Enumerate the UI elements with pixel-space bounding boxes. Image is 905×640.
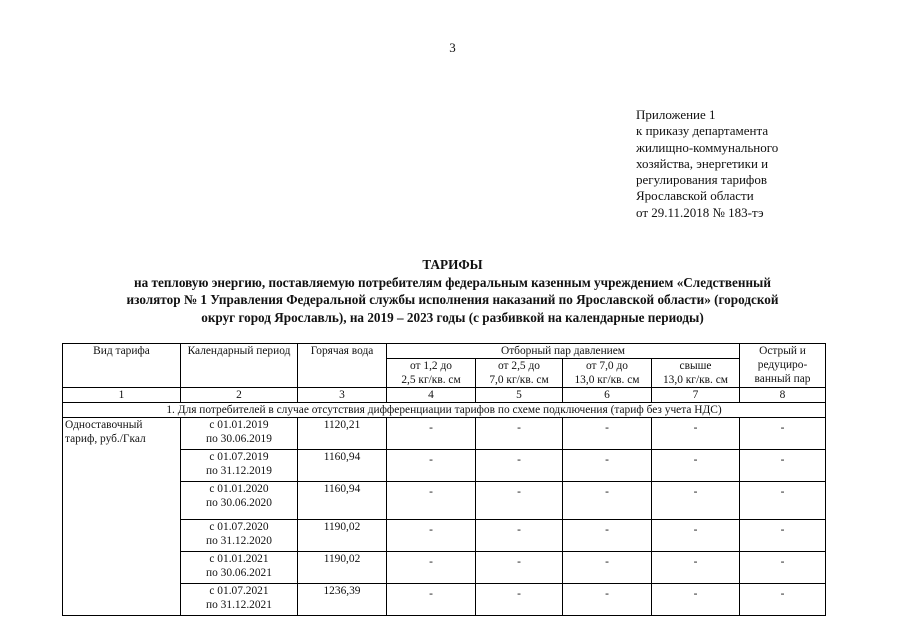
empty-value: - — [740, 520, 826, 552]
column-number: 5 — [476, 388, 563, 403]
column-number: 3 — [298, 388, 387, 403]
period-from: с 01.07.2019 — [209, 451, 269, 463]
header-text: от 2,5 до — [498, 360, 540, 372]
tariff-label — [63, 418, 181, 616]
empty-value: - — [476, 584, 563, 616]
hot-water-value: 1160,94 — [298, 482, 387, 520]
empty-value: - — [652, 418, 740, 450]
period-to: по 31.12.2019 — [206, 465, 272, 477]
title-line: изолятор № 1 Управления Федеральной службы исполнения наказаний по Ярославской области» (городской — [126, 292, 779, 307]
period-from: с 01.01.2019 — [209, 419, 269, 431]
empty-value: - — [387, 450, 476, 482]
period-from: с 01.07.2020 — [209, 521, 269, 533]
appendix-line: Приложение 1 — [636, 107, 716, 122]
period-to: по 31.12.2021 — [206, 599, 272, 611]
period-to: по 30.06.2021 — [206, 567, 272, 579]
header-sharp-steam — [740, 344, 826, 388]
appendix-line: Ярославской области — [636, 188, 754, 204]
empty-value: - — [476, 552, 563, 584]
empty-value: - — [476, 482, 563, 520]
header-text: 13,0 кг/кв. см — [662, 374, 729, 386]
empty-value: - — [563, 520, 652, 552]
hot-water-value: 1236,39 — [298, 584, 387, 616]
empty-value: - — [387, 482, 476, 520]
header-tariff-type: Вид тарифа — [63, 344, 181, 388]
header-steam-group: Отборный пар давлением — [387, 344, 740, 359]
page-number: 3 — [449, 40, 456, 55]
period-from: с 01.01.2021 — [209, 553, 269, 565]
header-hot-water: Горячая вода — [298, 344, 387, 388]
appendix-reference — [636, 107, 778, 221]
column-number: 7 — [652, 388, 740, 403]
header-period: Календарный период — [181, 344, 298, 388]
empty-value: - — [652, 552, 740, 584]
title-line: на тепловую энергию, поставляемую потребителям федеральным казенным учреждением «Следственный — [134, 274, 771, 290]
header-text: свыше — [679, 360, 712, 372]
empty-value: - — [387, 552, 476, 584]
empty-value: - — [563, 418, 652, 450]
appendix-line: хозяйства, энергетики и — [636, 155, 769, 171]
header-text: ванный пар — [754, 373, 811, 385]
header-text: 2,5 кг/кв. см — [401, 374, 461, 386]
header-steam-3 — [563, 359, 652, 388]
empty-value: - — [387, 584, 476, 616]
empty-value: - — [740, 450, 826, 482]
header-steam-1 — [387, 359, 476, 388]
column-number: 4 — [387, 388, 476, 403]
column-number-row — [63, 388, 826, 403]
period-cell — [181, 450, 298, 482]
empty-value: - — [740, 418, 826, 450]
header-text: от 7,0 до — [586, 360, 628, 372]
period-to: по 30.06.2019 — [206, 433, 272, 445]
column-number: 8 — [740, 388, 826, 403]
appendix-line: жилищно-коммунального — [636, 139, 779, 155]
header-steam-2 — [476, 359, 563, 388]
header-steam-4 — [652, 359, 740, 388]
hot-water-value: 1190,02 — [298, 520, 387, 552]
header-text: Острый и — [759, 345, 806, 357]
empty-value: - — [563, 482, 652, 520]
title-heading: ТАРИФЫ — [422, 257, 483, 272]
period-to: по 31.12.2020 — [206, 535, 272, 547]
empty-value: - — [740, 584, 826, 616]
period-to: по 30.06.2020 — [206, 497, 272, 509]
appendix-line: к приказу департамента — [636, 123, 769, 139]
document-title — [40, 256, 865, 326]
tariff-label-text: Одноставочный — [65, 419, 143, 431]
tariffs-table — [62, 343, 826, 616]
column-number: 1 — [63, 388, 181, 403]
period-from: с 01.01.2020 — [209, 483, 269, 495]
period-from: с 01.07.2021 — [209, 585, 269, 597]
header-text: от 1,2 до — [410, 360, 452, 372]
header-text: редуциро- — [757, 359, 808, 371]
table-row — [63, 418, 826, 450]
title-line: округ город Ярославль), на 2019 – 2023 годы (с разбивкой на календарные периоды) — [201, 309, 704, 325]
period-cell — [181, 520, 298, 552]
empty-value: - — [387, 418, 476, 450]
hot-water-value: 1190,02 — [298, 552, 387, 584]
hot-water-value: 1120,21 — [298, 418, 387, 450]
empty-value: - — [652, 482, 740, 520]
empty-value: - — [563, 552, 652, 584]
empty-value: - — [652, 584, 740, 616]
appendix-line: регулирования тарифов — [636, 172, 767, 188]
section-title: 1. Для потребителей в случае отсутствия дифференциации тарифов по схеме подключения (тариф без учета НДС) — [63, 403, 826, 418]
period-cell — [181, 482, 298, 520]
empty-value: - — [740, 552, 826, 584]
hot-water-value: 1160,94 — [298, 450, 387, 482]
empty-value: - — [476, 450, 563, 482]
empty-value: - — [476, 520, 563, 552]
empty-value: - — [652, 520, 740, 552]
empty-value: - — [563, 584, 652, 616]
empty-value: - — [563, 450, 652, 482]
header-text: 7,0 кг/кв. см — [489, 374, 549, 386]
empty-value: - — [476, 418, 563, 450]
header-text: 13,0 кг/кв. см — [574, 374, 640, 386]
appendix-line: от 29.11.2018 № 183-тэ — [636, 204, 764, 220]
column-number: 6 — [563, 388, 652, 403]
tariff-label-text: тариф, руб./Гкал — [65, 433, 146, 445]
empty-value: - — [387, 520, 476, 552]
empty-value: - — [652, 450, 740, 482]
empty-value: - — [740, 482, 826, 520]
period-cell — [181, 552, 298, 584]
period-cell — [181, 584, 298, 616]
period-cell — [181, 418, 298, 450]
column-number: 2 — [181, 388, 298, 403]
